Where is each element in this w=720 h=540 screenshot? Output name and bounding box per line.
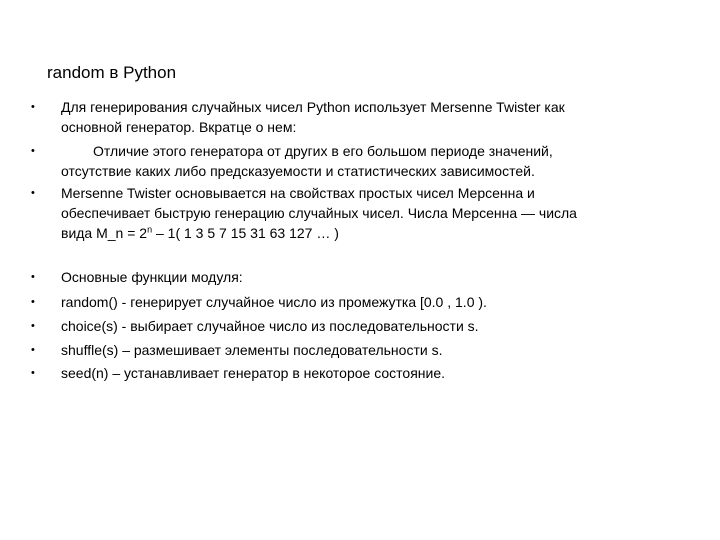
bullet-icon: • (31, 101, 35, 113)
list-item-text: shuffle(s) – размешивает элементы последовательности s. (61, 342, 443, 358)
slide-title: random в Python (47, 63, 177, 82)
bullet-icon: • (31, 145, 35, 157)
bullet-icon: • (31, 367, 35, 379)
list-item (0, 97, 720, 137)
list-item (0, 316, 720, 336)
line: основной генератор. Вкратце о нем: (61, 119, 297, 135)
list-item (0, 141, 720, 181)
superscript: n (147, 224, 153, 235)
line: обеспечивает быструю генерацию случайных чисел. Числа Мерсенна — числа (61, 205, 577, 221)
list-item-text: Основные функции модуля: (61, 269, 243, 285)
list-item-text (61, 141, 661, 181)
line: Отличие этого генератора от других в его большом периоде значений, (93, 143, 553, 159)
list-item-text (61, 97, 661, 137)
list-item-text: choice(s) - выбирает случайное число из последовательности s. (61, 318, 479, 334)
line: Mersenne Twister основывается на свойствах простых чисел Мерсенна и (61, 185, 535, 201)
line-suffix: – 1( 1 3 5 7 15 31 63 127 … ) (152, 225, 339, 241)
line: Для генерирования случайных чисел Python использует Mersenne Twister как (61, 99, 565, 115)
bullet-icon: • (31, 296, 35, 308)
list-item (0, 267, 720, 287)
line-prefix: вида M_n = 2 (61, 225, 148, 241)
list-item-text: seed(n) – устанавливает генератор в некоторое состояние. (61, 365, 446, 381)
list-item-text (61, 183, 661, 243)
list-item (0, 292, 720, 312)
bullet-icon: • (31, 271, 35, 283)
line: отсутствие каких либо предсказуемости и статистических зависимостей. (61, 163, 535, 179)
list-item (0, 340, 720, 360)
list-item-text: random() - генерирует случайное число из промежутка [0.0 , 1.0 ). (61, 294, 487, 310)
bullet-icon: • (31, 320, 35, 332)
bullet-icon: • (31, 187, 35, 199)
list-item (0, 183, 720, 243)
bullet-icon: • (31, 344, 35, 356)
list-item (0, 363, 720, 383)
